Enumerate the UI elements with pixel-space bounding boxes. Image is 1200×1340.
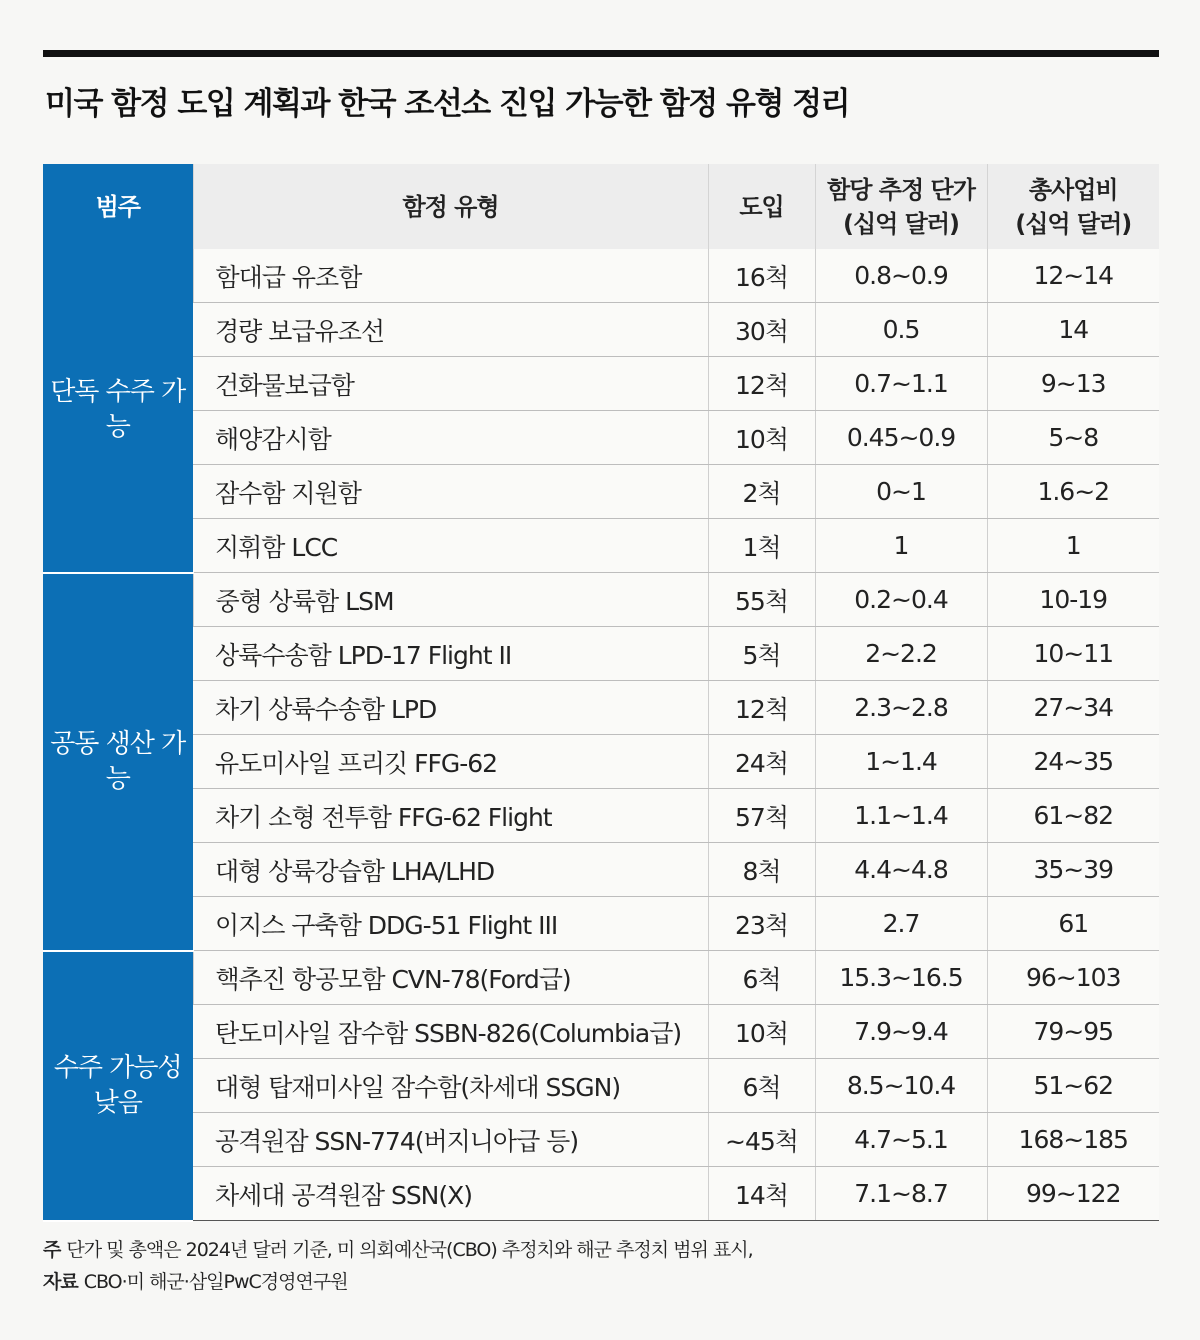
- unit-cost-cell: 0~1: [815, 465, 987, 519]
- total-cost-cell: 99~122: [987, 1167, 1159, 1221]
- total-cost-cell: 27~34: [987, 681, 1159, 735]
- table-header-row: [43, 164, 1159, 249]
- total-cost-cell: 79~95: [987, 1005, 1159, 1059]
- total-cost-cell: 35~39: [987, 843, 1159, 897]
- header-ship-type: 함정 유형: [193, 164, 708, 249]
- table-row: [43, 357, 1159, 411]
- unit-cost-cell: 15.3~16.5: [815, 951, 987, 1005]
- table-row: [43, 1059, 1159, 1113]
- source-line: [43, 1266, 1163, 1298]
- total-cost-cell: 10~11: [987, 627, 1159, 681]
- unit-cost-cell: 7.1~8.7: [815, 1167, 987, 1221]
- ship-type-cell: 해양감시함: [193, 411, 708, 465]
- header-unit-cost: [815, 164, 987, 249]
- table-row: [43, 573, 1159, 627]
- table-row: [43, 897, 1159, 951]
- unit-cost-cell: 2~2.2: [815, 627, 987, 681]
- unit-cost-cell: 2.7: [815, 897, 987, 951]
- ship-type-cell: 핵추진 항공모함 CVN-78(Ford급): [193, 951, 708, 1005]
- note-line: [43, 1234, 1163, 1266]
- table-row: [43, 303, 1159, 357]
- table-row: [43, 951, 1159, 1005]
- table-body: [43, 249, 1159, 1221]
- table-row: [43, 681, 1159, 735]
- source-label: 자료: [43, 1271, 78, 1293]
- table-row: [43, 249, 1159, 303]
- unit-cost-cell: 0.8~0.9: [815, 249, 987, 303]
- quantity-cell: 14척: [708, 1167, 815, 1221]
- table-row: [43, 1005, 1159, 1059]
- total-cost-cell: 5~8: [987, 411, 1159, 465]
- quantity-cell: 8척: [708, 843, 815, 897]
- unit-cost-cell: 4.7~5.1: [815, 1113, 987, 1167]
- header-total-cost: [987, 164, 1159, 249]
- ship-type-cell: 이지스 구축함 DDG-51 Flight III: [193, 897, 708, 951]
- quantity-cell: 16척: [708, 249, 815, 303]
- table-row: [43, 843, 1159, 897]
- total-cost-cell: 168~185: [987, 1113, 1159, 1167]
- ship-type-cell: 지휘함 LCC: [193, 519, 708, 573]
- unit-cost-cell: 0.5: [815, 303, 987, 357]
- total-cost-cell: 61~82: [987, 789, 1159, 843]
- quantity-cell: ~45척: [708, 1113, 815, 1167]
- ship-type-cell: 공격원잠 SSN-774(버지니아급 등): [193, 1113, 708, 1167]
- quantity-cell: 30척: [708, 303, 815, 357]
- table-row: [43, 735, 1159, 789]
- unit-cost-cell: 8.5~10.4: [815, 1059, 987, 1113]
- quantity-cell: 6척: [708, 1059, 815, 1113]
- quantity-cell: 24척: [708, 735, 815, 789]
- unit-cost-cell: 0.45~0.9: [815, 411, 987, 465]
- header-quantity: 도입: [708, 164, 815, 249]
- unit-cost-cell: 1.1~1.4: [815, 789, 987, 843]
- note-label: 주: [43, 1239, 61, 1261]
- table-row: [43, 411, 1159, 465]
- table-row: [43, 1113, 1159, 1167]
- ship-table: [43, 164, 1159, 1222]
- total-cost-cell: 1: [987, 519, 1159, 573]
- table-row: [43, 519, 1159, 573]
- ship-type-cell: 대형 탑재미사일 잠수함(차세대 SSGN): [193, 1059, 708, 1113]
- header-unit-cost-label: 함당 추정 단가 (십억 달러): [827, 175, 975, 238]
- quantity-cell: 57척: [708, 789, 815, 843]
- total-cost-cell: 9~13: [987, 357, 1159, 411]
- ship-type-cell: 건화물보급함: [193, 357, 708, 411]
- ship-type-cell: 차기 상륙수송함 LPD: [193, 681, 708, 735]
- table-row: [43, 465, 1159, 519]
- total-cost-cell: 96~103: [987, 951, 1159, 1005]
- header-total-cost-label: 총사업비 (십억 달러): [1015, 175, 1132, 238]
- table-row: [43, 789, 1159, 843]
- source-text: CBO·미 해군·삼일PwC경영연구원: [83, 1271, 348, 1293]
- header-category: 범주: [43, 164, 193, 249]
- ship-type-cell: 함대급 유조함: [193, 249, 708, 303]
- table-row: [43, 627, 1159, 681]
- unit-cost-cell: 0.7~1.1: [815, 357, 987, 411]
- quantity-cell: 1척: [708, 519, 815, 573]
- top-rule: [43, 50, 1159, 57]
- unit-cost-cell: 1: [815, 519, 987, 573]
- total-cost-cell: 14: [987, 303, 1159, 357]
- quantity-cell: 10척: [708, 411, 815, 465]
- unit-cost-cell: 0.2~0.4: [815, 573, 987, 627]
- note-text: 단가 및 총액은 2024년 달러 기준, 미 의회예산국(CBO) 추정치와 해군 추정치 범위 표시,: [66, 1239, 753, 1261]
- quantity-cell: 6척: [708, 951, 815, 1005]
- quantity-cell: 2척: [708, 465, 815, 519]
- unit-cost-cell: 2.3~2.8: [815, 681, 987, 735]
- unit-cost-cell: 1~1.4: [815, 735, 987, 789]
- total-cost-cell: 12~14: [987, 249, 1159, 303]
- total-cost-cell: 1.6~2: [987, 465, 1159, 519]
- quantity-cell: 12척: [708, 681, 815, 735]
- ship-type-cell: 대형 상륙강습함 LHA/LHD: [193, 843, 708, 897]
- quantity-cell: 12척: [708, 357, 815, 411]
- page-title: 미국 함정 도입 계획과 한국 조선소 진입 가능한 함정 유형 정리: [45, 86, 850, 122]
- footnotes: [43, 1234, 1163, 1298]
- ship-type-cell: 중형 상륙함 LSM: [193, 573, 708, 627]
- ship-type-cell: 탄도미사일 잠수함 SSBN-826(Columbia급): [193, 1005, 708, 1059]
- quantity-cell: 55척: [708, 573, 815, 627]
- quantity-cell: 5척: [708, 627, 815, 681]
- total-cost-cell: 24~35: [987, 735, 1159, 789]
- unit-cost-cell: 7.9~9.4: [815, 1005, 987, 1059]
- ship-type-cell: 차세대 공격원잠 SSN(X): [193, 1167, 708, 1221]
- ship-type-cell: 유도미사일 프리깃 FFG-62: [193, 735, 708, 789]
- quantity-cell: 10척: [708, 1005, 815, 1059]
- table-row: [43, 1167, 1159, 1221]
- ship-type-cell: 상륙수송함 LPD-17 Flight II: [193, 627, 708, 681]
- total-cost-cell: 10-19: [987, 573, 1159, 627]
- category-cell: 공동 생산 가능: [43, 573, 193, 951]
- category-cell: 수주 가능성 낮음: [43, 951, 193, 1221]
- category-cell: 단독 수주 가능: [43, 249, 193, 573]
- ship-type-cell: 경량 보급유조선: [193, 303, 708, 357]
- total-cost-cell: 61: [987, 897, 1159, 951]
- total-cost-cell: 51~62: [987, 1059, 1159, 1113]
- quantity-cell: 23척: [708, 897, 815, 951]
- ship-type-cell: 차기 소형 전투함 FFG-62 Flight: [193, 789, 708, 843]
- unit-cost-cell: 4.4~4.8: [815, 843, 987, 897]
- ship-type-cell: 잠수함 지원함: [193, 465, 708, 519]
